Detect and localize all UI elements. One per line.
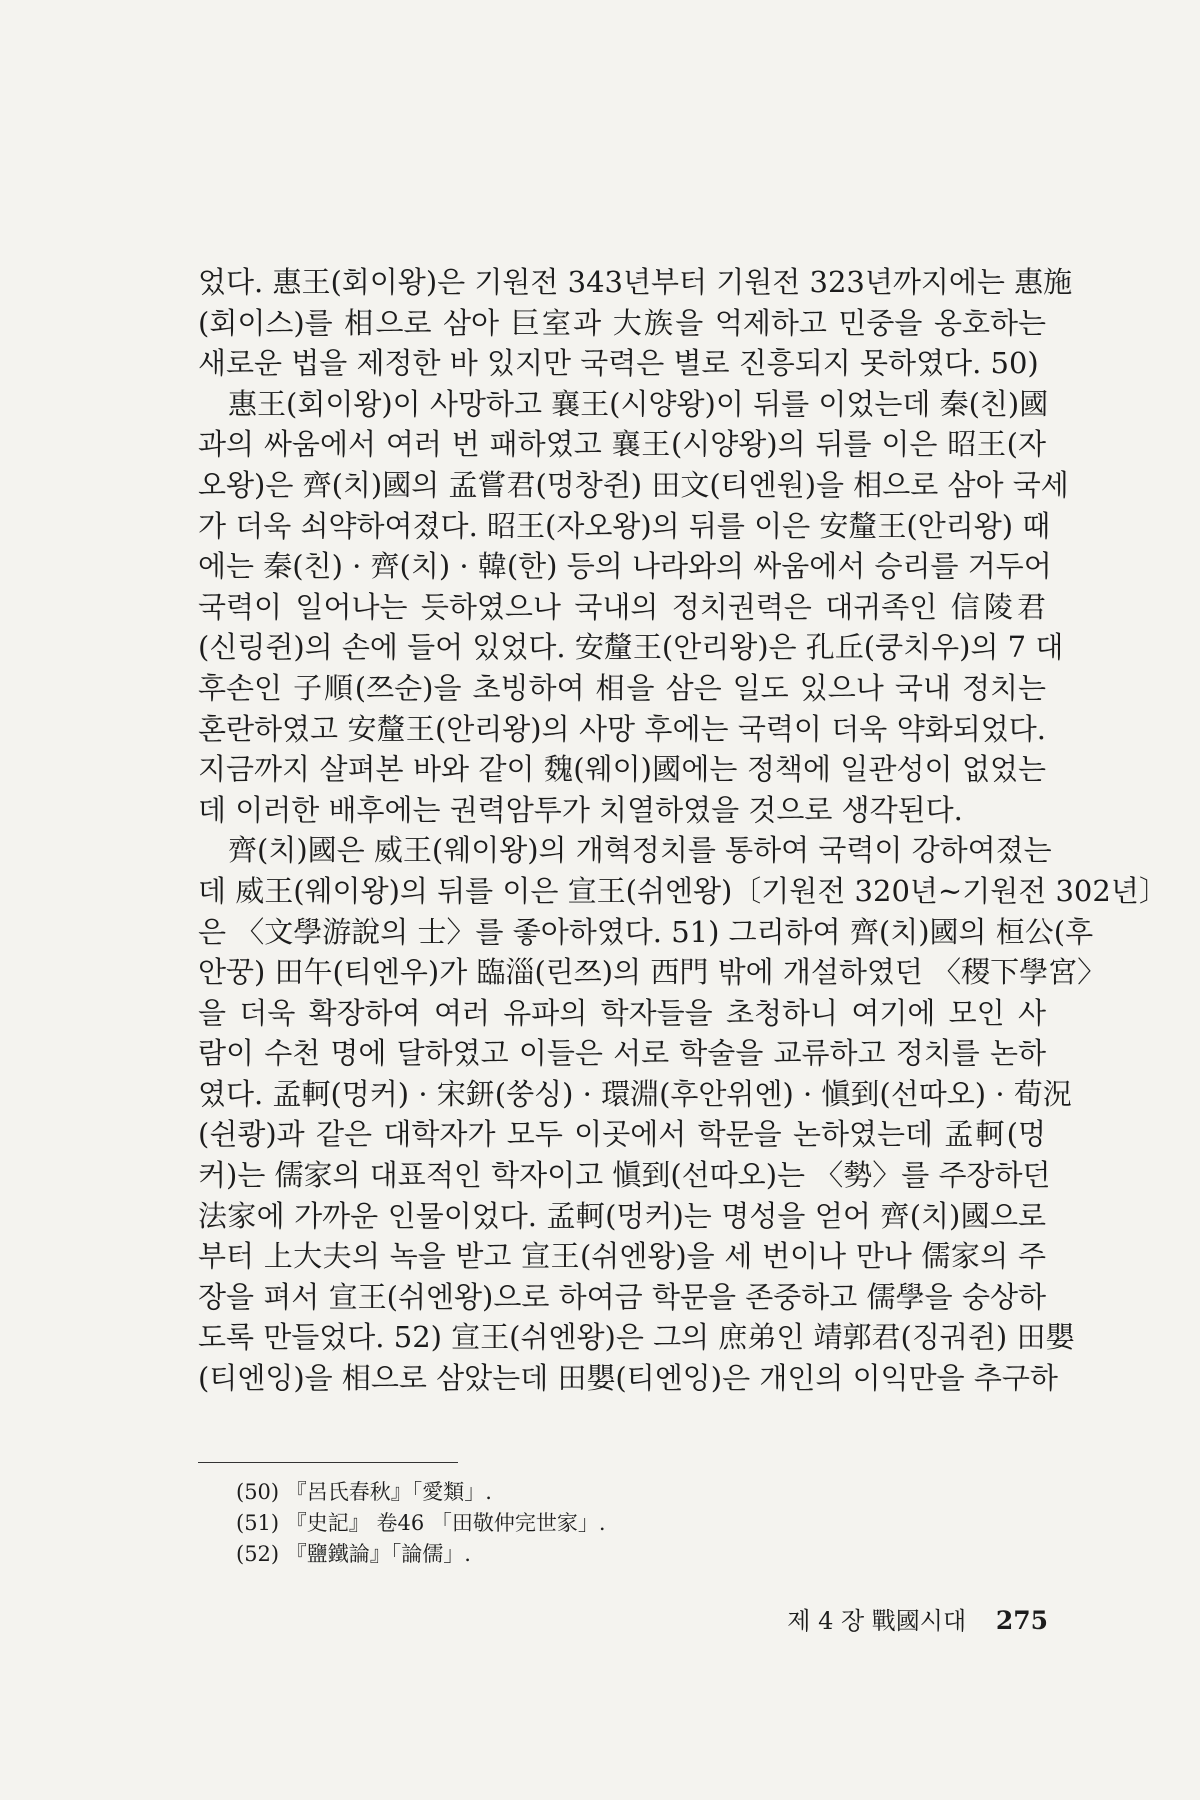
- text-line: 오왕)은 齊(치)國의 孟嘗君(멍창쥔) 田文(티엔원)을 相으로 삼아 국세: [198, 467, 1069, 502]
- text-line: 가 더욱 쇠약하여졌다. 昭王(자오왕)의 뒤를 이은 安釐王(안리왕) 때: [198, 508, 1051, 543]
- text-line: 은 〈文學游說의 士〉를 좋아하였다. 51) 그리하여 齊(치)國의 桓公(후: [198, 914, 1094, 949]
- text-line: 였다. 孟軻(멍커) · 宋鈃(쑹싱) · 環淵(후안위엔) · 愼到(선따오) · 荀況: [198, 1076, 1072, 1111]
- paragraph: [198, 262, 1073, 384]
- text-line: 국력이 일어나는 듯하였으나 국내의 정치권력은 대귀족인 信陵君: [198, 589, 1046, 624]
- text-line: 法家에 가까운 인물이었다. 孟軻(멍커)는 명성을 얻어 齊(치)國으로: [198, 1198, 1046, 1233]
- text-line: 데 威王(웨이왕)의 뒤를 이은 宣王(쉬엔왕)〔기원전 320년~기원전 302년〕: [198, 873, 1168, 908]
- text-line: (쉰쾅)과 같은 대학자가 모두 이곳에서 학문을 논하였는데 孟軻(멍: [198, 1117, 1046, 1152]
- text-line: 지금까지 살펴본 바와 같이 魏(웨이)國에는 정책에 일관성이 없었는: [198, 752, 1046, 787]
- text-line: (신링쥔)의 손에 들어 있었다. 安釐王(안리왕)은 孔丘(쿵치우)의 7 대: [198, 630, 1064, 665]
- text-line: 을 더욱 확장하여 여러 유파의 학자들을 초청하니 여기에 모인 사: [198, 995, 1046, 1030]
- text-line: 에는 秦(친) · 齊(치) · 韓(한) 등의 나라와의 싸움에서 승리를 거두어: [198, 549, 1052, 584]
- text-line: 혼란하였고 安釐王(안리왕)의 사망 후에는 국력이 더욱 약화되었다.: [198, 711, 1046, 746]
- text-line: (회이스)를 相으로 삼아 巨室과 大族을 억제하고 민중을 옹호하는: [198, 305, 1046, 340]
- paragraph: [198, 384, 1069, 831]
- text-line: 커)는 儒家의 대표적인 학자이고 愼到(선따오)는 〈勢〉를 주장하던: [198, 1158, 1051, 1193]
- text-line: 齊(치)國은 威王(웨이왕)의 개혁정치를 통하여 국력이 강하여졌는: [228, 833, 1052, 868]
- footnotes: [198, 1462, 698, 1570]
- text-line: 안꿍) 田午(티엔우)가 臨淄(린쯔)의 西門 밖에 개설하였던 〈稷下學宮〉: [198, 955, 1107, 990]
- footnote: (50) 『呂氏春秋』「愛類」.: [236, 1480, 492, 1504]
- footnote: (52) 『鹽鐵論』「論儒」.: [236, 1542, 471, 1566]
- text-line: 었다. 惠王(회이왕)은 기원전 343년부터 기원전 323년까지에는 惠施: [198, 265, 1073, 299]
- text-line: 惠王(회이왕)이 사망하고 襄王(시양왕)이 뒤를 이었는데 秦(친)國: [228, 386, 1049, 421]
- text-line: 도록 만들었다. 52) 宣王(쉬엔왕)은 그의 庶弟인 靖郭君(징궈쥔) 田嬰: [198, 1320, 1075, 1355]
- text-line: 과의 싸움에서 여러 번 패하였고 襄王(시양왕)의 뒤를 이은 昭王(자: [198, 427, 1046, 462]
- text-line: 새로운 법을 제정한 바 있지만 국력은 별로 진흥되지 못하였다. 50): [198, 346, 1039, 381]
- running-footer: [787, 1601, 1048, 1636]
- text-line: 부터 上大夫의 녹을 받고 宣王(쉬엔왕)을 세 번이나 만나 儒家의 주: [198, 1239, 1046, 1274]
- page-number: 275: [995, 1606, 1048, 1635]
- text-line: 후손인 子順(쯔순)을 초빙하여 相을 삼은 일도 있으나 국내 정치는: [198, 670, 1046, 705]
- chapter-title: 제 4 장 戰國시대: [787, 1607, 967, 1635]
- text-line: 장을 펴서 宣王(쉬엔왕)으로 하여금 학문을 존중하고 儒學을 숭상하: [198, 1279, 1046, 1314]
- body-text: [198, 262, 1168, 1399]
- text-line: (티엔잉)을 相으로 삼았는데 田嬰(티엔잉)은 개인의 이익만을 추구하: [198, 1361, 1058, 1396]
- footnote-rule: [198, 1462, 458, 1463]
- paragraph: [198, 830, 1168, 1398]
- text-line: 데 이러한 배후에는 권력암투가 치열하였을 것으로 생각된다.: [198, 792, 963, 827]
- text-line: 람이 수천 명에 달하였고 이들은 서로 학술을 교류하고 정치를 논하: [198, 1036, 1046, 1071]
- footnote: (51) 『史記』 卷46 「田敬仲完世家」.: [236, 1511, 606, 1535]
